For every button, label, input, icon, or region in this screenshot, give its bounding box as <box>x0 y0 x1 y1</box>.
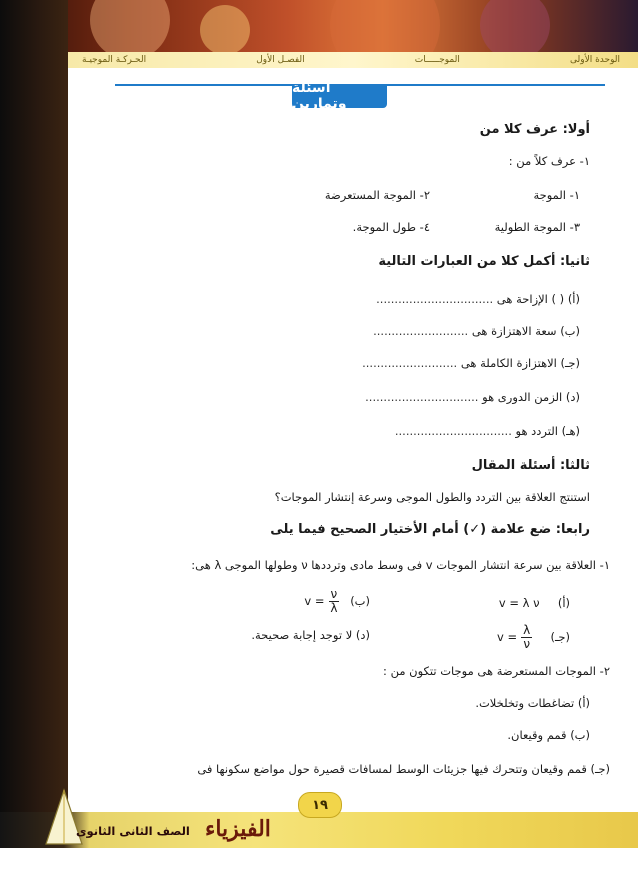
section1-heading: أولا: عرف كلا من <box>479 122 590 137</box>
mcq-option-b <box>304 588 370 614</box>
option-label: (جـ) <box>550 630 570 645</box>
section4-heading: رابعا: ضع علامة (✓) أمام الأختيار الصحيح فيما يلى <box>270 522 590 537</box>
definition-item: ٣- الموجة الطولية <box>494 220 580 234</box>
section3-heading: ثالثا: أسئلة المقال <box>471 458 590 473</box>
option-label: (ب) <box>350 594 370 609</box>
completion-label: (أ) ( ) الإزاحة هى <box>496 292 580 306</box>
completion-item <box>395 424 580 438</box>
answer-blank: .......................... <box>373 324 469 338</box>
footer-bottom <box>0 848 638 894</box>
denominator: ν <box>523 636 531 651</box>
essay-question: استنتج العلاقة بين التردد والطول الموجى وسرعة إنتشار الموجات؟ <box>274 490 590 504</box>
section1-intro: ١- عرف كلاً من : <box>508 154 590 168</box>
mcq-option-c <box>497 624 570 650</box>
formula: v = λ ν <box>498 596 540 610</box>
left-decorative-strip <box>0 0 68 894</box>
mcq-question-2: ٢- الموجات المستعرضة هى موجات تتكون من : <box>383 664 610 678</box>
header-unit: الوحدة الأولى <box>569 55 620 65</box>
answer-blank: ................................ <box>394 424 512 438</box>
header-topic: الحـركـة الموجيـة <box>82 55 147 65</box>
answer-blank: ................................ <box>376 292 494 306</box>
header-section: الموجـــــات <box>414 55 460 65</box>
fraction <box>329 588 340 614</box>
numerator: ν <box>330 587 338 601</box>
formula-lhs: v = <box>304 594 325 609</box>
completion-label: (ب) سعة الاهتزازة هى <box>471 324 580 338</box>
subject-title: الفيزياء <box>205 816 271 842</box>
formula <box>497 624 532 650</box>
prism-icon <box>44 788 84 848</box>
top-banner-decoration <box>0 0 638 52</box>
option-label: (أ) <box>557 596 570 610</box>
mcq-option-d: (د) لا توجد إجابة صحيحة. <box>251 628 370 642</box>
mcq-option: (ب) قمم وقيعان. <box>507 728 590 742</box>
denominator: λ <box>330 600 338 615</box>
answer-blank: .......................... <box>362 356 458 370</box>
mcq-option-a <box>499 596 570 610</box>
completion-item <box>376 292 580 306</box>
section2-heading: ثانيا: أكمل كلا من العبارات التالية <box>378 254 590 269</box>
completion-item <box>373 324 580 338</box>
page-number: ١٩ <box>298 792 342 818</box>
completion-label: (د) الزمن الدورى هو <box>482 390 580 404</box>
completion-label: (هـ) التردد هو <box>515 424 580 438</box>
running-header <box>68 52 638 68</box>
grade-label: الصف الثانى الثانوى <box>76 824 190 838</box>
formula-lhs: v = <box>497 630 518 645</box>
header-chapter: الفصـل الأول <box>256 55 305 65</box>
numerator: λ <box>523 623 531 637</box>
fraction <box>521 624 532 650</box>
definition-item: ٤- طول الموجة. <box>352 220 430 234</box>
completion-item <box>365 390 580 404</box>
mcq-option: (أ) تضاغطات وتخلخلات. <box>475 696 590 710</box>
definition-item: ١- الموجة <box>533 188 580 202</box>
mcq-question-1: ١- العلاقة بين سرعة انتشار الموجات v فى وسط مادى وترددها ν وطولها الموجى λ هى: <box>191 558 610 572</box>
completion-label: (جـ) الاهتزازة الكاملة هى <box>460 356 580 370</box>
completion-item <box>362 356 580 370</box>
page-title: أسئلة وتمارين <box>292 84 387 108</box>
answer-blank: ............................... <box>365 390 479 404</box>
formula <box>304 588 339 614</box>
definition-item: ٢- الموجة المستعرضة <box>324 188 430 202</box>
mcq-option: (جـ) قمم وقيعان وتتحرك فيها جزيئات الوسط لمسافات قصيرة حول مواضع سكونها فى <box>197 762 610 776</box>
